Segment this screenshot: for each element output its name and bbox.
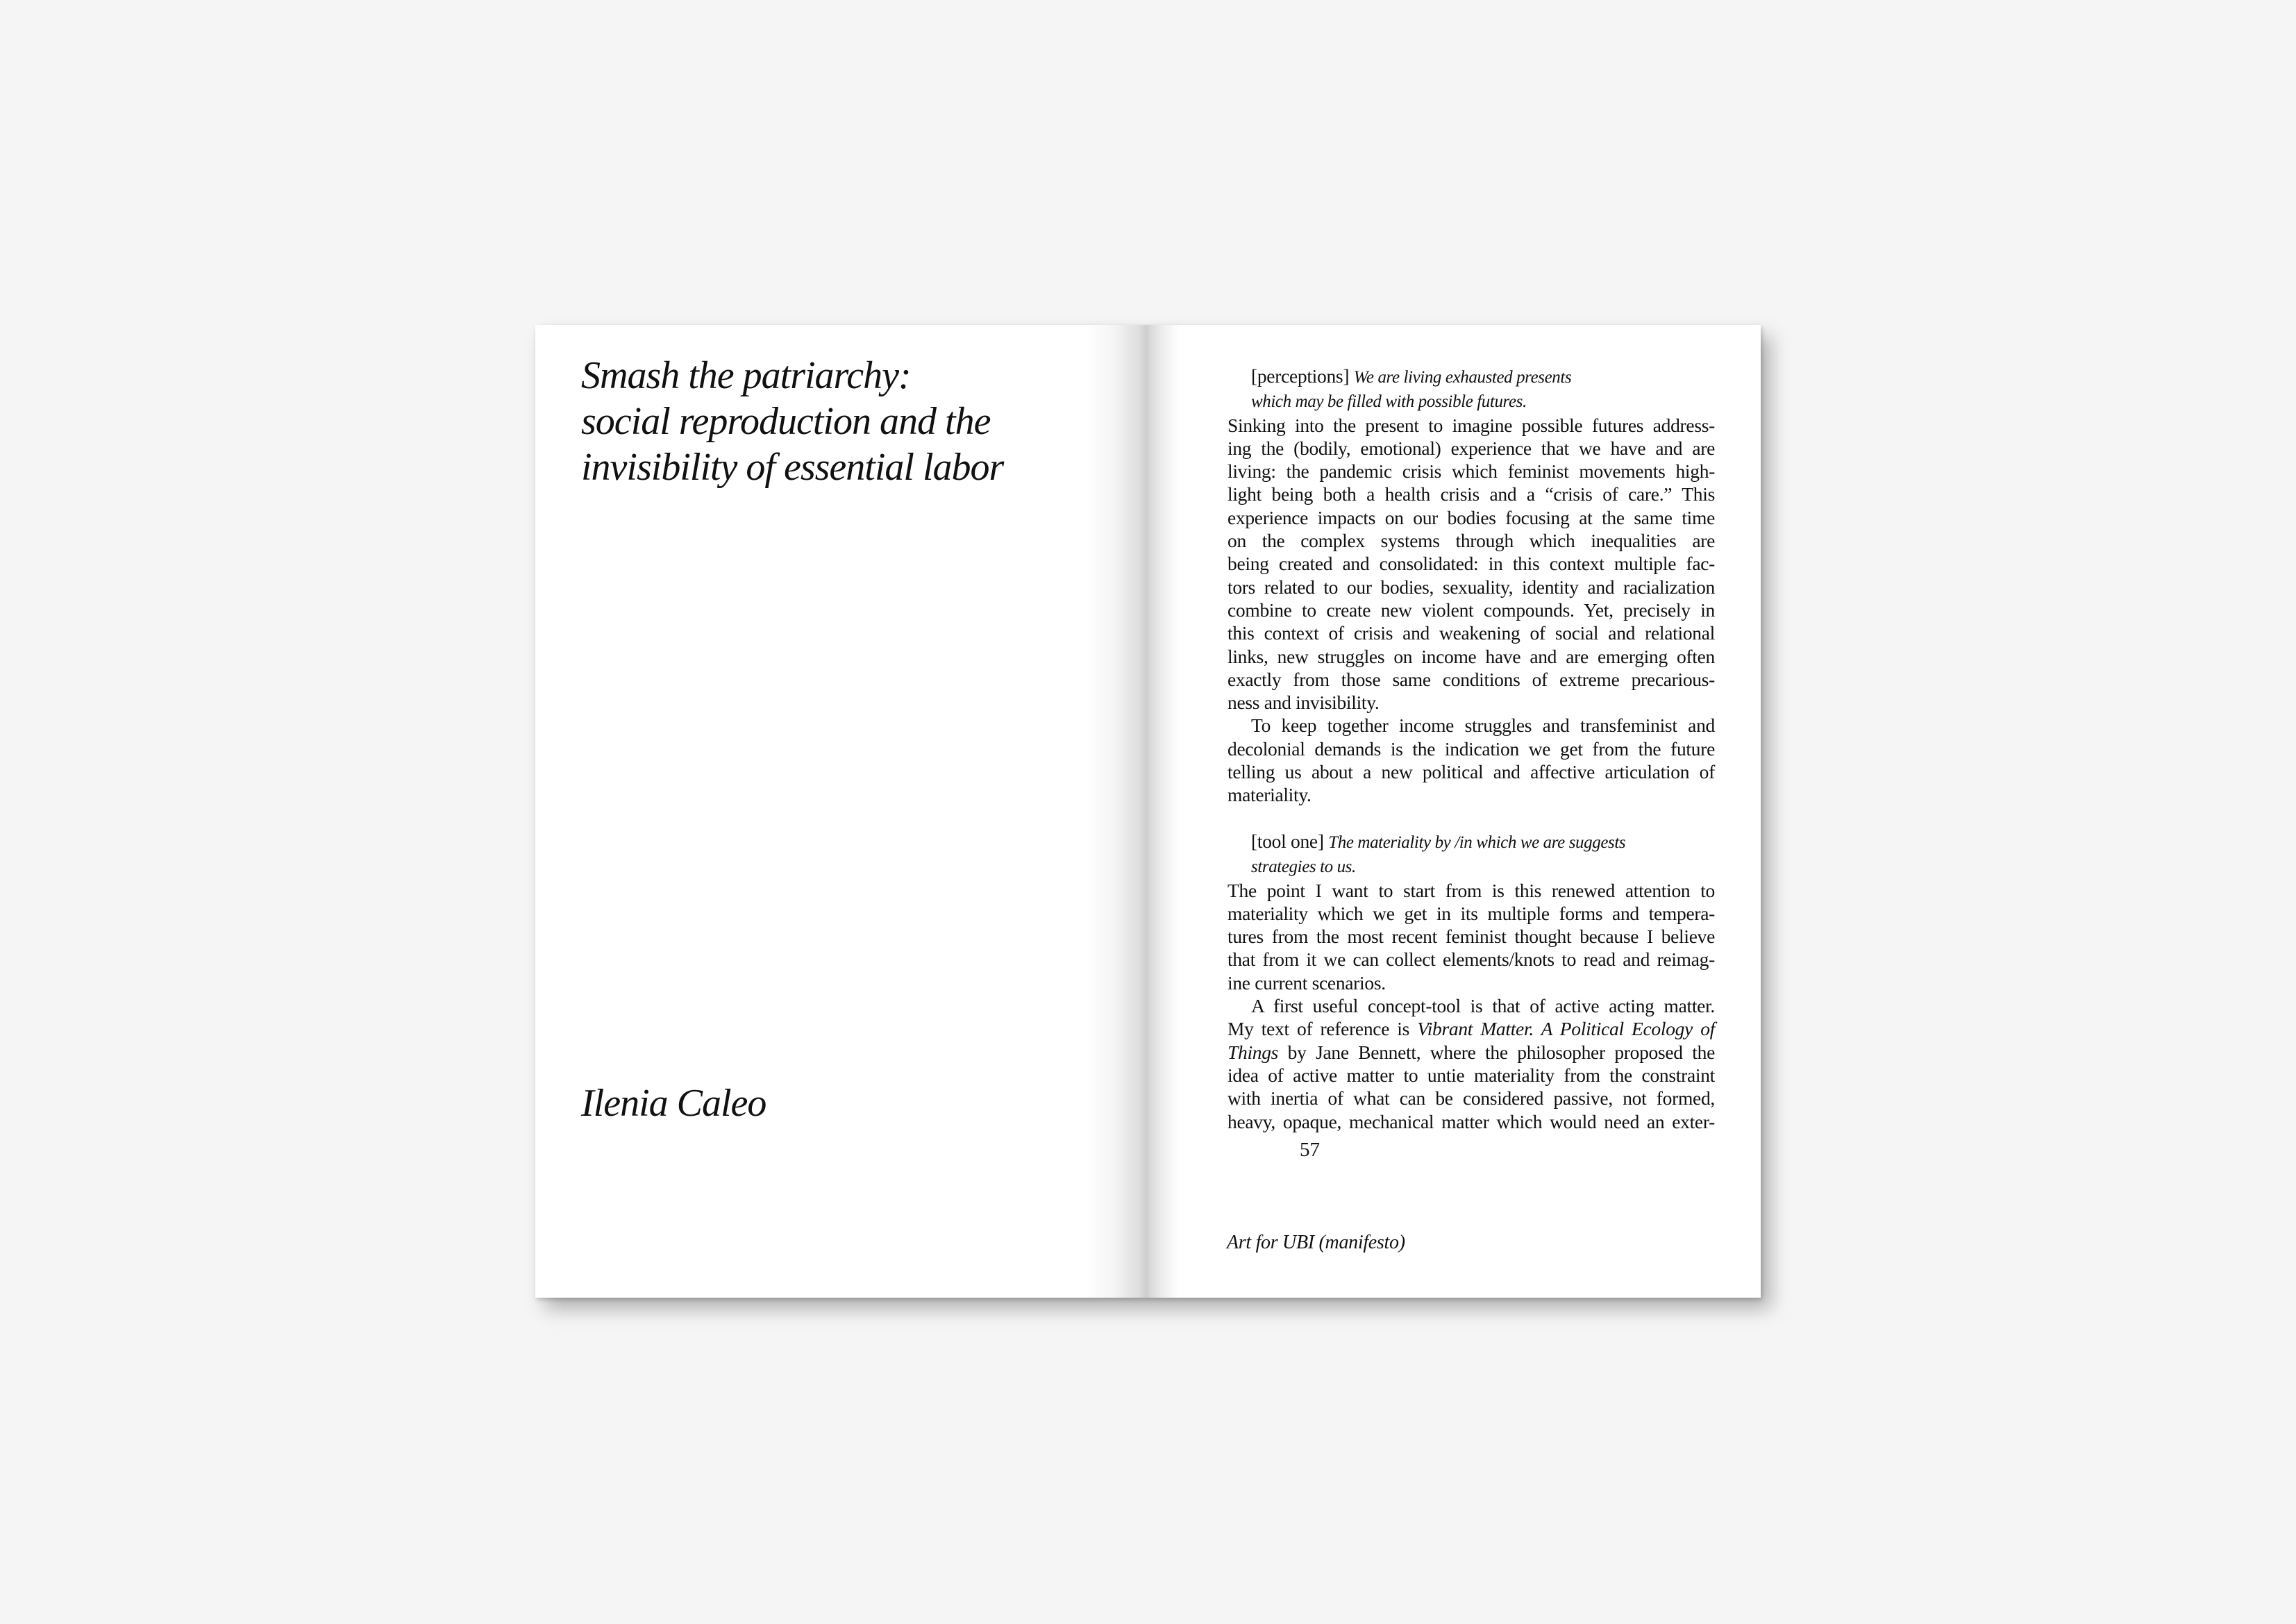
text-line: A first useful concept-tool is that of active acting matter. (1251, 995, 1715, 1017)
text-line: heavy, opaque, mechanical matter which would need an exter- (1227, 1110, 1715, 1132)
text-line: links, new struggles on income have and are emerging often (1227, 645, 1715, 667)
text-line: Sinking into the present to imagine possible futures address- (1227, 414, 1715, 436)
section-heading-text: strategies to us. (1251, 857, 1356, 877)
text-line (1227, 1017, 1715, 1040)
section-heading-continuation (1227, 389, 1715, 413)
text-line: with inertia of what can be considered passive, not formed, (1227, 1087, 1715, 1110)
text-line: on the complex systems through which inequalities are (1227, 530, 1715, 552)
text-line: combine to create new violent compounds. Yet, precisely in (1227, 598, 1715, 621)
right-page (1148, 325, 1761, 1298)
body-text (1227, 365, 1715, 1133)
book-spread (535, 325, 1761, 1298)
chapter-title (581, 353, 1067, 490)
text-line: living: the pandemic crisis which feminist movements high- (1227, 460, 1715, 483)
text-line: tures from the most recent feminist thought because I believe (1227, 926, 1715, 948)
left-page (535, 325, 1148, 1298)
text-run: My text of reference is (1227, 1018, 1418, 1040)
text-line: tors related to our bodies, sexuality, identity and racialization (1227, 576, 1715, 598)
paragraph-gap (1227, 807, 1715, 830)
book-title-italic: Things (1227, 1041, 1279, 1063)
text-line: that from it we can collect elements/knots to read and reimag- (1227, 948, 1715, 971)
text-line: ness and invisibility. (1227, 692, 1380, 714)
paragraph-2 (1227, 714, 1715, 806)
text-line (1227, 1041, 1715, 1064)
section-label: [tool one] (1251, 830, 1324, 852)
gutter-shadow-right (1148, 325, 1179, 1298)
text-line: idea of active matter to untie materiality from the constraint (1227, 1064, 1715, 1086)
text-run: by Jane Bennett, where the philosopher proposed the (1278, 1041, 1715, 1063)
chapter-title-line: Smash the patriarchy: (581, 354, 911, 397)
section-label: [perceptions] (1251, 365, 1350, 387)
text-line: light being both a health crisis and a “crisis of care.” This (1227, 483, 1715, 505)
text-line: exactly from those same conditions of extreme precarious- (1227, 668, 1715, 690)
text-line: ine current scenarios. (1227, 971, 1386, 994)
paragraph-1 (1227, 414, 1715, 714)
text-line: this context of crisis and weakening of social and relational (1227, 622, 1715, 644)
section-heading-text: which may be filled with possible futures. (1251, 392, 1527, 412)
chapter-title-line: invisibility of essential labor (581, 446, 1004, 489)
text-line: materiality which we get in its multiple forms and tempera- (1227, 902, 1715, 924)
text-line: experience impacts on our bodies focusing at the same time (1227, 506, 1715, 528)
page-number: 57 (1300, 1139, 1320, 1161)
text-line: ing the (bodily, emotional) experience that we have and are (1227, 437, 1715, 459)
text-line: The point I want to start from is this renewed attention to (1227, 879, 1715, 901)
text-line: being created and consolidated: in this context multiple fac- (1227, 553, 1715, 575)
text-line: telling us about a new political and affective articulation of (1227, 761, 1715, 783)
section-heading-text: The materiality by /in which we are suggests (1328, 832, 1626, 852)
running-footer: Art for UBI (manifesto) (1227, 1232, 1405, 1253)
paragraph-4 (1227, 994, 1715, 1133)
book-title-italic: Vibrant Matter. A Political Ecology of (1417, 1018, 1715, 1040)
author-name: Ilenia Caleo (581, 1082, 766, 1125)
paragraph-3 (1227, 879, 1715, 994)
text-line: To keep together income struggles and transfeminist and (1251, 714, 1715, 737)
chapter-title-line: social reproduction and the (581, 400, 991, 443)
section-heading-tool-one (1227, 830, 1715, 854)
section-heading-perceptions (1227, 365, 1715, 389)
text-line: decolonial demands is the indication we get from the future (1227, 737, 1715, 760)
gutter-shadow-left (1085, 325, 1148, 1298)
section-heading-text: We are living exhausted presents (1353, 368, 1572, 387)
text-line: materiality. (1227, 784, 1312, 806)
section-heading-continuation (1227, 854, 1715, 878)
